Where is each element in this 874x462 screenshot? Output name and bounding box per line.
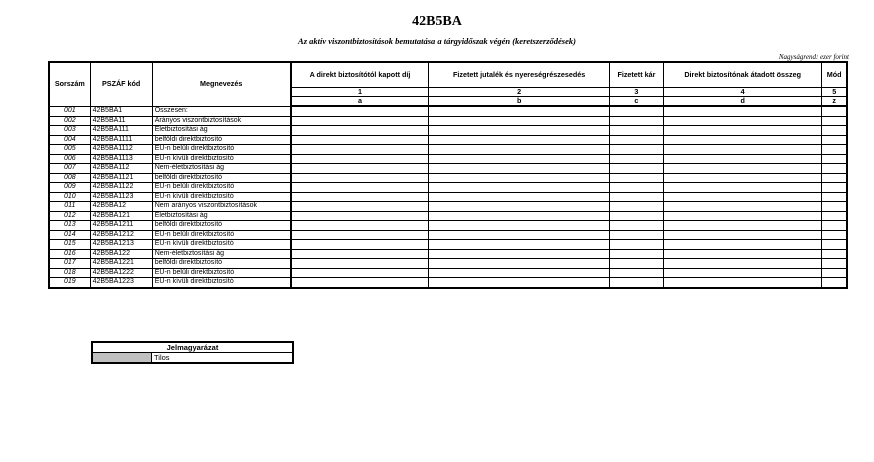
row-code: 006 <box>49 154 90 164</box>
row-pszaf-code: 42B5BA1112 <box>90 145 152 155</box>
value-cell-z[interactable] <box>822 249 847 259</box>
table-row <box>49 154 847 164</box>
table-row <box>49 183 847 193</box>
value-cell-b[interactable] <box>429 164 609 174</box>
value-cell-d[interactable] <box>663 183 821 193</box>
unit-note: Nagyságrend: ezer forint <box>778 53 849 61</box>
row-pszaf-code: 42B5BA1121 <box>90 173 152 183</box>
value-cell-c[interactable] <box>609 145 663 155</box>
table-row <box>49 249 847 259</box>
value-cell-z[interactable] <box>822 126 847 136</box>
col-letter-c: c <box>609 97 663 107</box>
value-cell-c[interactable] <box>609 211 663 221</box>
value-cell-c[interactable] <box>609 135 663 145</box>
value-cell-d[interactable] <box>663 164 821 174</box>
col-num-3: 3 <box>609 88 663 97</box>
value-cell-d[interactable] <box>663 211 821 221</box>
row-name: EU-n belüli direktbiztosító <box>152 230 290 240</box>
value-cell-d[interactable] <box>663 145 821 155</box>
row-name: EU-n kívüli direktbiztosító <box>152 192 290 202</box>
value-cell-c[interactable] <box>609 230 663 240</box>
value-cell-z[interactable] <box>822 278 847 288</box>
value-cell-z[interactable] <box>822 202 847 212</box>
row-name: Életbiztosítási ág <box>152 211 290 221</box>
value-cell-z[interactable] <box>822 145 847 155</box>
value-cell-a[interactable] <box>291 173 429 183</box>
row-name: belföldi direktbiztosító <box>152 221 290 231</box>
value-cell-z[interactable] <box>822 173 847 183</box>
row-name: belföldi direktbiztosító <box>152 135 290 145</box>
row-code: 012 <box>49 211 90 221</box>
value-cell-d[interactable] <box>663 249 821 259</box>
value-cell-z[interactable] <box>822 116 847 126</box>
value-cell-c[interactable] <box>609 249 663 259</box>
row-code: 009 <box>49 183 90 193</box>
row-name: Arányos viszontbiztosítások <box>152 116 290 126</box>
value-cell-a[interactable] <box>291 116 429 126</box>
value-cell-c[interactable] <box>609 259 663 269</box>
col-letter-d: d <box>663 97 821 107</box>
row-pszaf-code: 42B5BA1213 <box>90 240 152 250</box>
col-header-pszaf: PSZÁF kód <box>90 62 152 106</box>
row-name: Nem-életbiztosítási ág <box>152 249 290 259</box>
row-name: Összesen: <box>152 106 290 116</box>
row-code: 013 <box>49 221 90 231</box>
value-cell-d[interactable] <box>663 154 821 164</box>
value-cell-d[interactable] <box>663 106 821 116</box>
row-code: 018 <box>49 268 90 278</box>
row-pszaf-code: 42B5BA1212 <box>90 230 152 240</box>
value-cell-d[interactable] <box>663 278 821 288</box>
value-cell-d[interactable] <box>663 221 821 231</box>
report-table <box>48 61 848 289</box>
row-code: 001 <box>49 106 90 116</box>
table-row <box>49 145 847 155</box>
value-cell-c[interactable] <box>609 183 663 193</box>
value-cell-b[interactable] <box>429 240 609 250</box>
value-cell-d[interactable] <box>663 126 821 136</box>
value-cell-z[interactable] <box>822 230 847 240</box>
table-row <box>49 211 847 221</box>
form-subtitle: Az aktív viszontbiztosítások bemutatása a tárgyidőszak végén (keretszerződések) <box>298 36 576 46</box>
value-cell-z[interactable] <box>822 164 847 174</box>
table-body <box>49 106 847 288</box>
col-header-4: Direkt biztosítónak átadott összeg <box>663 62 821 88</box>
value-cell-z[interactable] <box>822 154 847 164</box>
value-cell-b[interactable] <box>429 173 609 183</box>
value-cell-d[interactable] <box>663 135 821 145</box>
row-code: 011 <box>49 202 90 212</box>
value-cell-d[interactable] <box>663 240 821 250</box>
table-row <box>49 173 847 183</box>
value-cell-c[interactable] <box>609 192 663 202</box>
row-pszaf-code: 42B5BA122 <box>90 249 152 259</box>
value-cell-a[interactable] <box>291 145 429 155</box>
legend <box>91 341 294 364</box>
row-pszaf-code: 42B5BA1 <box>90 106 152 116</box>
value-cell-b[interactable] <box>429 202 609 212</box>
value-cell-z[interactable] <box>822 259 847 269</box>
row-pszaf-code: 42B5BA1223 <box>90 278 152 288</box>
table-row <box>49 268 847 278</box>
row-code: 015 <box>49 240 90 250</box>
row-code: 007 <box>49 164 90 174</box>
row-code: 002 <box>49 116 90 126</box>
row-code: 016 <box>49 249 90 259</box>
value-cell-b[interactable] <box>429 221 609 231</box>
value-cell-d[interactable] <box>663 230 821 240</box>
value-cell-a[interactable] <box>291 278 429 288</box>
col-letter-a: a <box>291 97 429 107</box>
value-cell-a[interactable] <box>291 126 429 136</box>
row-name: EU-n kívüli direktbiztosító <box>152 278 290 288</box>
value-cell-z[interactable] <box>822 106 847 116</box>
table-row <box>49 202 847 212</box>
col-letter-z: z <box>822 97 847 107</box>
table-row <box>49 106 847 116</box>
legend-title: Jelmagyarázat <box>92 342 293 353</box>
value-cell-a[interactable] <box>291 240 429 250</box>
value-cell-b[interactable] <box>429 249 609 259</box>
value-cell-a[interactable] <box>291 164 429 174</box>
row-code: 017 <box>49 259 90 269</box>
value-cell-c[interactable] <box>609 268 663 278</box>
row-pszaf-code: 42B5BA12 <box>90 202 152 212</box>
value-cell-a[interactable] <box>291 268 429 278</box>
value-cell-z[interactable] <box>822 183 847 193</box>
row-name: EU-n belüli direktbiztosító <box>152 145 290 155</box>
table-row <box>49 116 847 126</box>
value-cell-a[interactable] <box>291 221 429 231</box>
col-num-2: 2 <box>429 88 609 97</box>
value-cell-b[interactable] <box>429 145 609 155</box>
row-pszaf-code: 42B5BA1221 <box>90 259 152 269</box>
value-cell-d[interactable] <box>663 116 821 126</box>
value-cell-d[interactable] <box>663 192 821 202</box>
row-code: 008 <box>49 173 90 183</box>
value-cell-b[interactable] <box>429 259 609 269</box>
value-cell-c[interactable] <box>609 126 663 136</box>
value-cell-z[interactable] <box>822 135 847 145</box>
row-name: EU-n belüli direktbiztosító <box>152 183 290 193</box>
value-cell-a[interactable] <box>291 192 429 202</box>
row-pszaf-code: 42B5BA1123 <box>90 192 152 202</box>
row-code: 010 <box>49 192 90 202</box>
row-name: Életbiztosítási ág <box>152 126 290 136</box>
value-cell-a[interactable] <box>291 211 429 221</box>
value-cell-z[interactable] <box>822 268 847 278</box>
value-cell-a[interactable] <box>291 202 429 212</box>
col-header-3: Fizetett kár <box>609 62 663 88</box>
value-cell-d[interactable] <box>663 173 821 183</box>
col-letter-b: b <box>429 97 609 107</box>
value-cell-b[interactable] <box>429 106 609 116</box>
row-name: EU-n belüli direktbiztosító <box>152 268 290 278</box>
table-row <box>49 192 847 202</box>
table-row <box>49 259 847 269</box>
value-cell-b[interactable] <box>429 278 609 288</box>
value-cell-a[interactable] <box>291 135 429 145</box>
value-cell-b[interactable] <box>429 268 609 278</box>
value-cell-b[interactable] <box>429 230 609 240</box>
value-cell-b[interactable] <box>429 135 609 145</box>
col-num-4: 4 <box>663 88 821 97</box>
row-name: belföldi direktbiztosító <box>152 173 290 183</box>
row-pszaf-code: 42B5BA1111 <box>90 135 152 145</box>
value-cell-a[interactable] <box>291 106 429 116</box>
table-row <box>49 230 847 240</box>
form-title: 42B5BA <box>412 14 462 29</box>
value-cell-a[interactable] <box>291 249 429 259</box>
row-pszaf-code: 42B5BA112 <box>90 164 152 174</box>
row-name: EU-n kívüli direktbiztosító <box>152 154 290 164</box>
value-cell-b[interactable] <box>429 126 609 136</box>
value-cell-a[interactable] <box>291 259 429 269</box>
row-pszaf-code: 42B5BA121 <box>90 211 152 221</box>
value-cell-c[interactable] <box>609 106 663 116</box>
col-num-5: 5 <box>822 88 847 97</box>
row-code: 019 <box>49 278 90 288</box>
value-cell-c[interactable] <box>609 221 663 231</box>
value-cell-a[interactable] <box>291 183 429 193</box>
value-cell-c[interactable] <box>609 116 663 126</box>
col-header-5: Mód <box>822 62 847 88</box>
value-cell-d[interactable] <box>663 268 821 278</box>
col-header-1: A direkt biztosítótól kapott díj <box>291 62 429 88</box>
table-row <box>49 126 847 136</box>
row-name: Nem-életbiztosítási ág <box>152 164 290 174</box>
value-cell-c[interactable] <box>609 154 663 164</box>
row-pszaf-code: 42B5BA111 <box>90 126 152 136</box>
value-cell-c[interactable] <box>609 240 663 250</box>
table-row <box>49 221 847 231</box>
value-cell-c[interactable] <box>609 278 663 288</box>
col-num-1: 1 <box>291 88 429 97</box>
row-pszaf-code: 42B5BA1122 <box>90 183 152 193</box>
value-cell-z[interactable] <box>822 211 847 221</box>
col-header-megnevezes: Megnevezés <box>152 62 290 106</box>
row-name: Nem arányos viszontbiztosítások <box>152 202 290 212</box>
value-cell-b[interactable] <box>429 116 609 126</box>
value-cell-a[interactable] <box>291 154 429 164</box>
value-cell-z[interactable] <box>822 240 847 250</box>
row-code: 004 <box>49 135 90 145</box>
table-row <box>49 240 847 250</box>
row-pszaf-code: 42B5BA1113 <box>90 154 152 164</box>
row-name: EU-n kívüli direktbiztosító <box>152 240 290 250</box>
row-pszaf-code: 42B5BA1211 <box>90 221 152 231</box>
value-cell-z[interactable] <box>822 221 847 231</box>
value-cell-d[interactable] <box>663 259 821 269</box>
row-code: 003 <box>49 126 90 136</box>
table-row <box>49 135 847 145</box>
value-cell-c[interactable] <box>609 173 663 183</box>
value-cell-b[interactable] <box>429 183 609 193</box>
value-cell-c[interactable] <box>609 202 663 212</box>
row-pszaf-code: 42B5BA1222 <box>90 268 152 278</box>
legend-swatch <box>92 353 152 364</box>
value-cell-z[interactable] <box>822 192 847 202</box>
row-pszaf-code: 42B5BA11 <box>90 116 152 126</box>
legend-label: Tilos <box>152 353 294 364</box>
value-cell-b[interactable] <box>429 211 609 221</box>
value-cell-c[interactable] <box>609 164 663 174</box>
row-code: 014 <box>49 230 90 240</box>
row-code: 005 <box>49 145 90 155</box>
value-cell-d[interactable] <box>663 202 821 212</box>
value-cell-a[interactable] <box>291 230 429 240</box>
value-cell-b[interactable] <box>429 192 609 202</box>
table-row <box>49 164 847 174</box>
table-row <box>49 278 847 288</box>
col-header-2: Fizetett jutalék és nyereségrészesedés <box>429 62 609 88</box>
col-header-sorszam: Sorszám <box>49 62 90 106</box>
value-cell-b[interactable] <box>429 154 609 164</box>
row-name: belföldi direktbiztosító <box>152 259 290 269</box>
